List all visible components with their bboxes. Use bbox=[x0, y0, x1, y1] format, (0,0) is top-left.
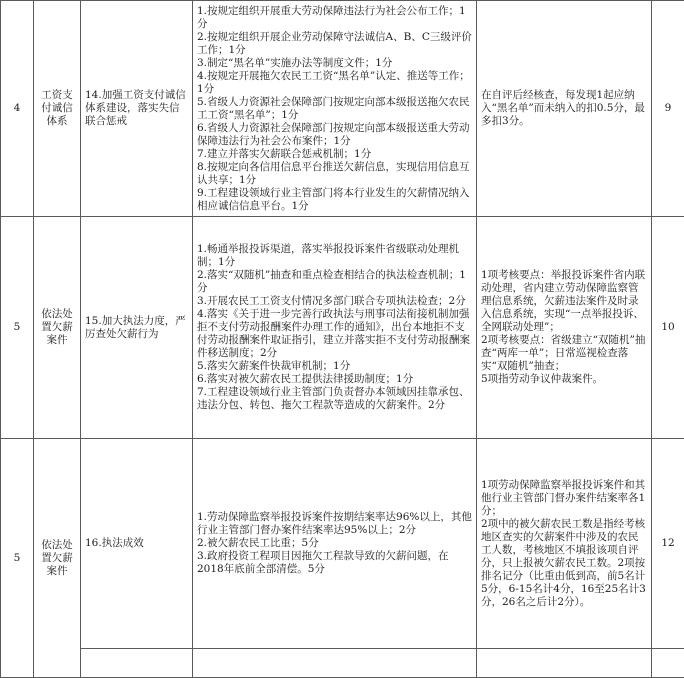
standards-cell bbox=[193, 1, 477, 217]
category-cell: 依法处置欠薪案件 bbox=[34, 217, 81, 439]
note-line: 1项考核要点：举报投诉案件省内联动处理，省内建立劳动保障监察管理信息系统，欠薪违法案件及时录入信息系统，实现“一点举报投诉、全网联动处理”； bbox=[481, 269, 647, 334]
standard-line: 3.政府投资工程项目因拖欠工程款导致的欠薪问题，在2018年底前全部清偿。5分 bbox=[197, 550, 472, 576]
score-cell: 12 bbox=[652, 439, 684, 649]
standard-line: 2.落实“双随机”抽查和重点检查相结合的执法检查机制；1分 bbox=[197, 269, 472, 295]
standard-line: 2.被欠薪农民工比重；5分 bbox=[197, 537, 472, 550]
note-line: 2项中的被欠薪农民工数是指经考核地区查实的欠薪案件中涉及的农民工人数，考核地区不填报该项自评分，只上报被欠薪农民工数。2项按排名记分（比重由低到高，前5名计5分，6-15名计4分，16至25名计3分，26名之后计2分）。 bbox=[481, 518, 647, 609]
score-cell: 10 bbox=[652, 217, 684, 439]
table-row bbox=[1, 217, 684, 439]
standard-line: 6.落实对被欠薪农民工提供法律援助制度；1分 bbox=[197, 373, 472, 386]
score-cell: 9 bbox=[652, 1, 684, 217]
item-cell: 16.执法成效 bbox=[81, 439, 193, 649]
empty-cell bbox=[81, 649, 193, 678]
category-cell: 工资支付诚信体系 bbox=[34, 1, 81, 217]
standard-line: 9.工程建设领域行业主管部门将本行业发生的欠薪情况纳入相应诚信信息平台。1分 bbox=[197, 187, 472, 213]
standard-line: 5.省级人力资源社会保障部门按规定向部本级报送拖欠农民工工资“黑名单”；1分 bbox=[197, 96, 472, 122]
empty-cell bbox=[193, 649, 477, 678]
note-line: 在自评后经核查，每发现1起应纳入“黑名单”而未纳入的扣0.5分，最多扣3分。 bbox=[481, 89, 647, 128]
row-number: 5 bbox=[1, 217, 34, 439]
table-row bbox=[1, 439, 684, 649]
standard-line: 2.按规定组织开展企业劳动保障守法诚信A、B、C三级评价工作；1分 bbox=[197, 31, 472, 57]
standard-line: 1.按规定组织开展重大劳动保障违法行为社会公布工作；1分 bbox=[197, 5, 472, 31]
note-line: 2项考核要点：省级建立“双随机”抽查“两库一单”；日常巡视检查落实“双随机”抽查； bbox=[481, 334, 647, 373]
notes-cell bbox=[477, 439, 652, 649]
empty-cell bbox=[477, 649, 652, 678]
standard-line: 8.按规定向各信用信息平台推送欠薪信息，实现信用信息互认共享；1分 bbox=[197, 161, 472, 187]
standard-line: 3.开展农民工工资支付情况多部门联合专项执法检查；2分 bbox=[197, 295, 472, 308]
empty-cell bbox=[652, 649, 684, 678]
notes-cell bbox=[477, 1, 652, 217]
standard-line: 7.工程建设领域行业主管部门负责督办本领域因挂靠承包、违法分包、转包、拖欠工程款等造成的欠薪案件。2分 bbox=[197, 386, 472, 412]
table-row-empty bbox=[1, 649, 684, 678]
note-line: 5项指劳动争议仲裁案件。 bbox=[481, 373, 647, 386]
standard-line: 3.制定“黑名单”实施办法等制度文件；1分 bbox=[197, 57, 472, 70]
standards-cell bbox=[193, 217, 477, 439]
standard-line: 1.劳动保障监察举报投诉案件按期结案率达96%以上，其他行业主管部门督办案件结案率达95%以上；2分 bbox=[197, 511, 472, 537]
standard-line: 5.落实欠薪案件快裁审机制；1分 bbox=[197, 360, 472, 373]
standard-line: 6.省级人力资源社会保障部门按规定向部本级报送重大劳动保障违法行为社会公布案件；1分 bbox=[197, 122, 472, 148]
standards-cell bbox=[193, 439, 477, 649]
row-number: 5 bbox=[1, 439, 34, 678]
standard-line: 4.落实《关于进一步完善行政执法与刑事司法衔接机制加强拒不支付劳动报酬案件办理工作的通知》，出台本地拒不支付劳动报酬案件取证指引，建立并落实拒不支付劳动报酬案件移送制度；2分 bbox=[197, 308, 472, 360]
table-row bbox=[1, 1, 684, 217]
standard-line: 4.按规定开展拖欠农民工工资“黑名单”认定、推送等工作；1分 bbox=[197, 70, 472, 96]
standard-line: 7.建立并落实欠薪联合惩戒机制；1分 bbox=[197, 148, 472, 161]
item-cell: 14.加强工资支付诚信体系建设，落实失信联合惩戒 bbox=[81, 1, 193, 217]
standard-line: 1.畅通举报投诉渠道，落实举报投诉案件省级联动处理机制；1分 bbox=[197, 243, 472, 269]
category-cell: 依法处置欠薪案件 bbox=[34, 439, 81, 678]
notes-cell bbox=[477, 217, 652, 439]
item-cell: 15.加大执法力度，严厉查处欠薪行为 bbox=[81, 217, 193, 439]
row-number: 4 bbox=[1, 1, 34, 217]
note-line: 1项劳动保障监察举报投诉案件和其他行业主管部门督办案件结案率各1分； bbox=[481, 479, 647, 518]
